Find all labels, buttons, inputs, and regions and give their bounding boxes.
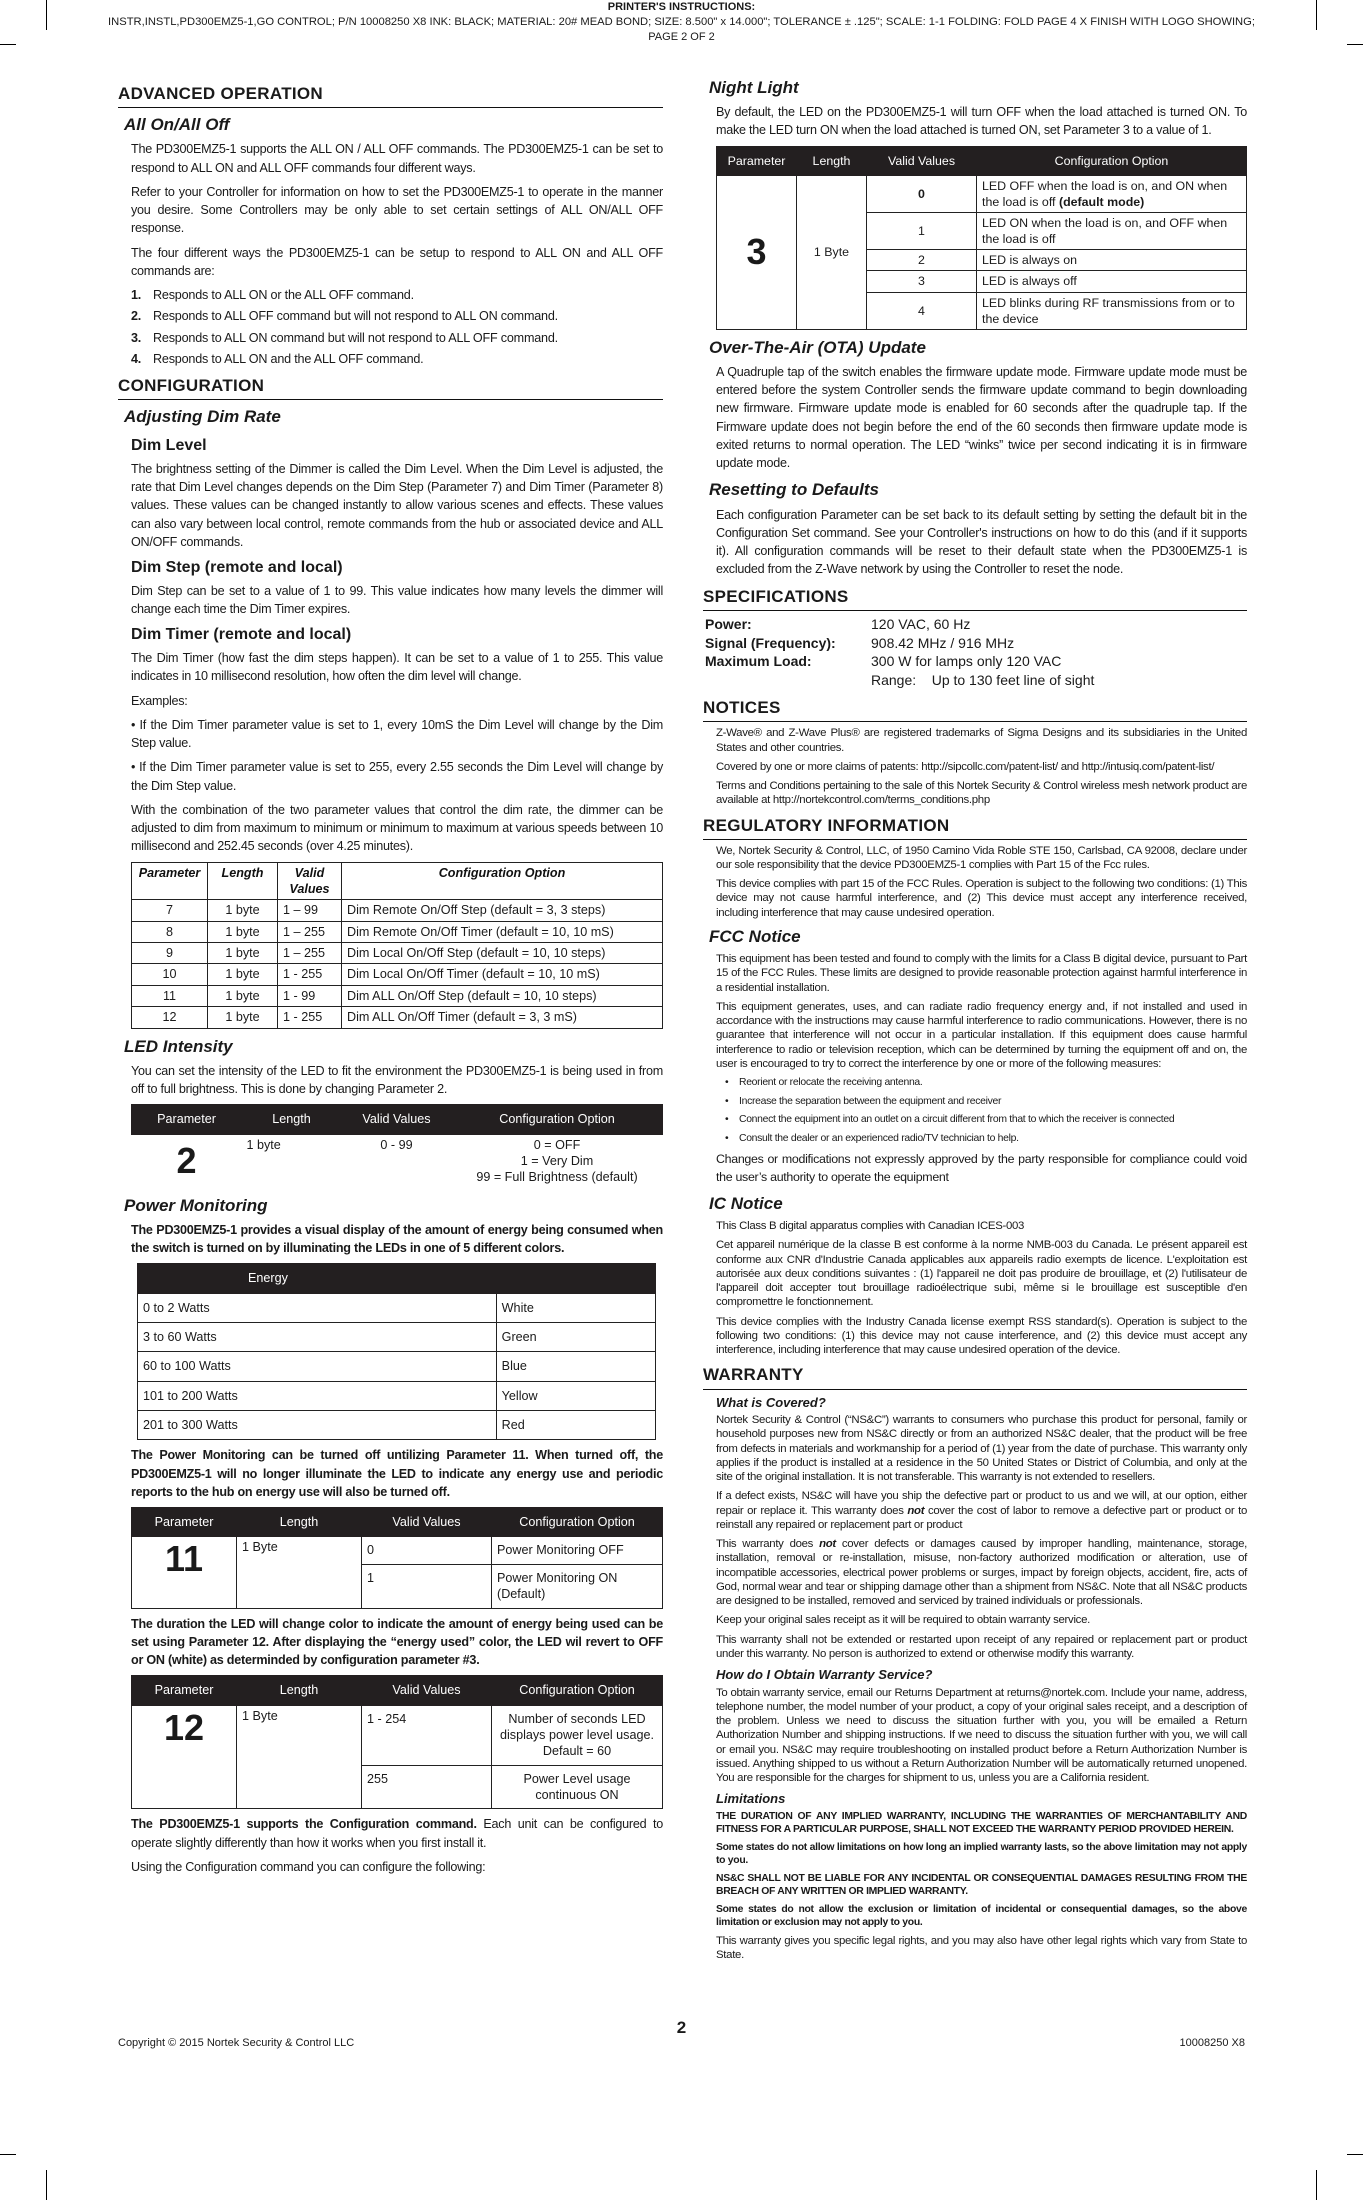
table-header: Length <box>237 1676 362 1705</box>
subsection-heading: FCC Notice <box>709 926 801 946</box>
table-cell: Red <box>496 1411 655 1440</box>
subsection-heading: Resetting to Defaults <box>709 480 880 500</box>
paragraph: This device complies with the Industry Canada license exempt RSS standard(s). Operation is subject to the following two conditions: (1) this device may not cause interference, and (2) this device must accept any interference, including interference that may cause undesired operation of the device. <box>716 1315 1247 1357</box>
list-number: 2. <box>131 309 142 324</box>
paragraph: This equipment has been tested and found to comply with the limits for a Class B digital device, pursuant to Part 15 of the FCC Rules. These limits are designed to provide reasonable protection against harmful interference in a residential installation. <box>716 953 1247 994</box>
table-row <box>132 1007 663 1028</box>
list-item <box>131 329 663 347</box>
subsection-heading: Power Monitoring <box>124 1195 268 1215</box>
printer-page: PAGE 2 OF 2 <box>648 31 715 43</box>
table-header: Configuration Option <box>342 862 663 900</box>
table-cell: LED ON when the load is on, and OFF when the load is off <box>977 213 1247 250</box>
table-cell: 1 – 99 <box>278 900 342 921</box>
table-cell: 3 to 60 Watts <box>138 1322 497 1351</box>
spec-row <box>705 652 1247 671</box>
table-cell: 10 <box>132 964 208 985</box>
paragraph: This equipment generates, uses, and can radiate radio frequency energy and, if not installed and used in accordance with the instructions may cause harmful interference to radio communications. However, there is no guarantee that interference will not occur in a particular installation. If this equipment does cause harmful interference to radio or television reception, which can be determined by turning the equipment off and on, the user is encouraged to try to correct the interference by one or more of the following measures: <box>716 1000 1247 1070</box>
paragraph: The brightness setting of the Dimmer is called the Dim Level. When the Dim Level is adjusted, the rate that Dim Level changes depends on the Dim Step (Parameter 7) and Dim Timer (Parameter 8) values. These values can be changed instantly to allow various scenes and effects. These values can also vary between local control, remote commands from the hub or associated device and ALL ON/OFF commands. <box>131 461 663 549</box>
table-header: Valid Values <box>362 1508 492 1537</box>
subsection-heading: LED Intensity <box>124 1036 233 1056</box>
paragraph-text: This warranty does <box>716 1538 820 1551</box>
table-cell: 8 <box>132 921 208 942</box>
option-line: 0 = OFF <box>533 1137 581 1152</box>
paragraph: Terms and Conditions pertaining to the sale of this Nortek Security & Control wireless mesh network product are available at http://nortekcontrol.com/terms_conditions.php <box>716 780 1247 807</box>
table-header-row <box>132 1508 663 1537</box>
bold-lead: The PD300EMZ5-1 supports the Configuration command. <box>131 1817 477 1832</box>
section-heading: ADVANCED OPERATION <box>118 82 663 108</box>
paragraph: Covered by one or more claims of patents: http://sipcollc.com/patent-list/ and http://intusiq.com/patent-list/ <box>716 760 1215 773</box>
list-text: Responds to ALL ON command but will not respond to ALL OFF command. <box>153 330 558 345</box>
page-number: 2 <box>676 2018 687 2037</box>
dim-parameter-table <box>131 862 663 1029</box>
paragraph: Nortek Security & Control (“NS&C”) warrants to consumers who purchase this product for personal, family or household purposes new from NS&C directly or from an authorized NS&C dealer, that the product will be free from defects in materials and workmanship for a period of (1) year from the date of purchase. This warranty only applies if the product is installed at a residence in the 50 United States or District of Columbia, and only at the site of the original installation. It is not transferable. This warranty is not extended to resellers. <box>716 1414 1247 1484</box>
document-code: 10008250 X8 <box>1179 2037 1245 2049</box>
paragraph-text: If a defect exists, NS&C will have you ship the defective part or product to us and we will, at our option, either repair or replace it. This warranty does <box>716 1490 1247 1517</box>
table-cell: 1 byte <box>208 964 278 985</box>
table-header: Valid Values <box>342 1105 452 1134</box>
paragraph-text: Each unit can be configured to operate slightly differently than how it works when you first install it. <box>131 1817 663 1850</box>
printer-line: INSTR,INSTL,PD300EMZ5-1,GO CONTROL; P/N 10008250 X8 INK: BLACK; MATERIAL: 20# MEAD BOND; SIZE: 8.500" x 14.000"; TOLERANCE ± .125"; SCALE: 1-1 FOLDING: FOLD PAGE 4 X FINISH WITH LOGO SHOWING; <box>108 16 1255 28</box>
table-cell: 12 <box>132 1007 208 1028</box>
paragraph: You can set the intensity of the LED to fit the environment the PD300EMZ5-1 is being used in from off to full brightness. This is done by changing Parameter 2. <box>131 1063 663 1096</box>
paragraph: Keep your original sales receipt as it will be required to obtain warranty service. <box>716 1614 1090 1627</box>
paragraph: Using the Configuration command you can configure the following: <box>131 1859 486 1874</box>
subsection-heading: All On/All Off <box>124 115 230 135</box>
paragraph: NS&C SHALL NOT BE LIABLE FOR ANY INCIDENTAL OR CONSEQUENTIAL DAMAGES RESULTING FROM THE BREACH OF ANY WRITTEN OR IMPLIED WARRANTY. <box>716 1872 1247 1897</box>
parameter-number: 3 <box>717 175 797 329</box>
parameter-number: 11 <box>132 1537 237 1608</box>
table-cell: 1 – 255 <box>278 943 342 964</box>
table-cell: 0 <box>362 1537 492 1564</box>
table-header: Configuration Option <box>977 146 1247 175</box>
paragraph: Some states do not allow limitations on how long an implied warranty lasts, so the above limitation may not apply to you. <box>716 1841 1247 1866</box>
table-cell: 101 to 200 Watts <box>138 1381 497 1410</box>
spec-key: Power: <box>705 615 752 632</box>
table-cell <box>452 1134 663 1188</box>
list-item <box>131 307 663 325</box>
table-cell: 1 - 255 <box>278 964 342 985</box>
list-item: • Connect the equipment into an outlet on a circuit different from that to which the receiver is connected <box>725 1113 1247 1127</box>
section-heading: NOTICES <box>703 696 1247 722</box>
crop-mark <box>0 2154 16 2155</box>
table-cell: Number of seconds LED displays power level usage. Default = 60 <box>492 1705 663 1765</box>
table-cell: LED is always on <box>977 250 1247 271</box>
paragraph <box>131 1815 663 1852</box>
section-heading: SPECIFICATIONS <box>703 585 1247 611</box>
list-item: • Consult the dealer or an experienced radio/TV technician to help. <box>725 1132 1247 1146</box>
paragraph: The duration the LED will change color to indicate the amount of energy being used can be set using Parameter 12. After displaying the “energy used” color, the LED wil revert to OFF or ON (white) as determinded by configuration parameter #3. <box>131 1616 663 1668</box>
table-row <box>132 943 663 964</box>
left-column <box>118 76 663 1882</box>
minor-heading: Dim Level <box>131 437 207 455</box>
table-cell: 3 <box>867 271 977 292</box>
table-cell: 1 - 99 <box>278 985 342 1006</box>
table-header-row <box>138 1264 656 1293</box>
option-line: 99 = Full Brightness (default) <box>476 1170 638 1185</box>
table-cell: 7 <box>132 900 208 921</box>
night-light-table <box>716 146 1247 330</box>
table-cell: 1 byte <box>208 985 278 1006</box>
parameter-12-table <box>131 1675 663 1809</box>
paragraph: • If the Dim Timer parameter value is set to 1, every 10mS the Dim Level will change by the Dim Step value. <box>131 717 663 751</box>
table-row <box>132 1537 663 1564</box>
table-cell: 1 byte <box>208 943 278 964</box>
paragraph: Examples: <box>131 693 188 708</box>
table-cell: 1 Byte <box>237 1705 362 1809</box>
minor-heading: What is Covered? <box>716 1394 826 1410</box>
paragraph: Each configuration Parameter can be set back to its default setting by setting the default bit in the Configuration Set command. See your Controller's instructions on how to do this (and if it supports it). All configuration commands will be reset to their default state when the PD300EMZ5-1 is excluded from the Z-Wave network by using the Controller to reset the node. <box>716 507 1247 577</box>
paragraph: • If the Dim Timer parameter value is set to 255, every 2.55 seconds the Dim Level will change by the Dim Step value. <box>131 760 663 793</box>
table-row <box>132 964 663 985</box>
parameter-number: 12 <box>132 1705 237 1809</box>
paragraph: The Power Monitoring can be turned off untilizing Parameter 11. When turned off, the PD300EMZ5-1 will no longer illuminate the LED to indicate any energy use and periodic reports to the hub on energy use will also be turned off. <box>131 1448 663 1499</box>
table-cell: 255 <box>362 1765 492 1809</box>
table-cell: 9 <box>132 943 208 964</box>
fcc-measures-list <box>725 1076 1247 1145</box>
list-text: Responds to ALL ON or the ALL OFF command. <box>153 288 414 302</box>
table-cell: Yellow <box>496 1381 655 1410</box>
table-cell: Power Level usage continuous ON <box>492 1765 663 1809</box>
table-cell: 0 to 2 Watts <box>138 1293 497 1322</box>
table-row <box>132 900 663 921</box>
table-header-row <box>132 862 663 900</box>
table-header: Length <box>242 1105 342 1134</box>
crop-mark <box>46 2170 47 2200</box>
paragraph: This warranty shall not be extended or restarted upon receipt of any repaired or replacement part or product under this warranty. No person is authorized to extend or otherwise modify this warranty. <box>716 1633 1247 1660</box>
paragraph: We, Nortek Security & Control, LLC, of 1950 Camino Vida Roble STE 150, Carlsbad, CA 92008, declare under our sole responsibility that the device PD300EMZ5-1 complies with Part 15 of the Fcc rules. <box>716 844 1247 871</box>
paragraph-text: cover the cost of labor to remove a defective part or product or to reinstall any repaired or replacement part or product <box>716 1504 1247 1531</box>
paragraph: This warranty gives you specific legal rights, and you may also have other legal rights which vary from State to State. <box>716 1934 1247 1961</box>
parameter-number: 2 <box>176 1140 197 1182</box>
minor-heading: Limitations <box>716 1791 786 1807</box>
paragraph: Z-Wave® and Z-Wave Plus® are registered trademarks of Sigma Designs and its subsidiaries in the United States and other countries. <box>716 727 1247 754</box>
table-header-row <box>717 146 1247 175</box>
paragraph: To obtain warranty service, email our Returns Department at returns@nortek.com. Include your name, address, telephone number, the model number of your product, a copy of your original sales receipt, and a description of the problem. Unless we need to discuss the situation further with you, you will be emailed a Return Authorization Number and shipping instructions. If we need to discuss the situation further with you, we will call or email you. NS&C may require troubleshooting on installed product before a Return Authorization Number is issued. Anything shipped to us without a Return Authorization Number will be automatically returned unopened. You are responsible for the charges for shipment to us, unless you are a California resident. <box>716 1686 1247 1784</box>
table-header: Length <box>237 1508 362 1537</box>
right-column <box>703 76 1247 1967</box>
spec-row <box>705 671 1247 690</box>
option-text: LED OFF when the load is on, and ON when the load is off <box>982 178 1228 209</box>
paragraph: The PD300EMZ5-1 supports the ALL ON / ALL OFF commands. The PD300EMZ5-1 can be set to respond to ALL ON and ALL OFF commands four different ways. <box>131 142 663 175</box>
table-row <box>132 985 663 1006</box>
table-cell: 1 Byte <box>797 175 867 329</box>
table-header: Valid Values <box>362 1676 492 1705</box>
paragraph: THE DURATION OF ANY IMPLIED WARRANTY, INCLUDING THE WARRANTIES OF MERCHANTABILITY AND FITNESS FOR A PARTICULAR PURPOSE, SHALL NOT EXCEED THE WARRANTY PERIOD PROVIDED HEREIN. <box>716 1810 1247 1835</box>
table-cell: 1 - 254 <box>362 1705 492 1765</box>
table-row <box>132 1705 663 1765</box>
list-item: • Reorient or relocate the receiving antenna. <box>725 1076 1247 1090</box>
paragraph: The Dim Timer (how fast the dim steps happen). It can be set to a value of 1 to 255. This value indicates in 10 millisecond resolution, how often the dim level will change. <box>131 651 663 684</box>
spec-key: Maximum Load: <box>705 653 812 670</box>
table-header: Configuration Option <box>492 1508 663 1537</box>
table-header: Parameter <box>717 146 797 175</box>
section-heading: CONFIGURATION <box>118 374 663 400</box>
spec-key <box>705 671 871 690</box>
list-number: 1. <box>131 288 142 302</box>
minor-heading: How do I Obtain Warranty Service? <box>716 1667 933 1683</box>
paragraph: This Class B digital apparatus complies with Canadian ICES-003 <box>716 1220 1025 1233</box>
list-item <box>131 286 663 304</box>
table-cell: Dim Local On/Off Step (default = 10, 10 steps) <box>342 943 663 964</box>
paragraph: Refer to your Controller for information on how to set the PD300EMZ5-1 to operate in the manner you desire. Some Controllers may be only able to set certain settings of ALL ON/ALL OFF response. <box>131 184 663 236</box>
notices-block <box>703 696 1247 1962</box>
table-row <box>138 1293 656 1322</box>
table-row <box>138 1322 656 1351</box>
table-header-row <box>132 1676 663 1705</box>
table-row <box>138 1352 656 1381</box>
specifications <box>705 615 1247 691</box>
table-cell: 0 - 99 <box>380 1137 413 1152</box>
list-number: 3. <box>131 330 142 345</box>
table-header: Configuration Option <box>452 1105 663 1134</box>
table-cell: 60 to 100 Watts <box>138 1352 497 1381</box>
table-cell: Dim Remote On/Off Step (default = 3, 3 steps) <box>342 900 663 921</box>
table-cell: 1 <box>867 213 977 250</box>
table-cell: 1 byte <box>208 921 278 942</box>
option-default: (default mode) <box>1058 194 1145 209</box>
table-row <box>132 1134 663 1188</box>
table-cell: 1 – 255 <box>278 921 342 942</box>
paragraph: Cet appareil numérique de la classe B est conforme à la norme NMB-003 du Canada. Le présent appareil est conforme aux CNR d'Industrie Canada applicables aux appareils radio exempts de licence. L'exploitation est autorisée aux deux conditions suivantes : (1) l'appareil ne doit pas produire de brouillage, et (2) l'utilisateur de l'appareil doit accepter tout brouillage radioélectrique subi, même si le brouillage est susceptible d'en compromettre le fonctionnement. <box>716 1239 1247 1309</box>
spec-row <box>705 615 1247 634</box>
copyright: Copyright © 2015 Nortek Security & Control LLC <box>118 2037 355 2049</box>
table-cell: LED is always off <box>977 271 1247 292</box>
section-heading: REGULATORY INFORMATION <box>703 814 1247 840</box>
table-header: Parameter <box>132 1508 237 1537</box>
paragraph: This device complies with part 15 of the FCC Rules. Operation is subject to the following two conditions: (1) This device may not cause harmful interference, and (2) This device must accept any interference received, including interference that may cause undesired operation. <box>716 878 1247 919</box>
table-row <box>132 921 663 942</box>
table-cell: 0 <box>867 175 977 212</box>
spec-value: 300 W for lamps only 120 VAC <box>871 653 1062 670</box>
crop-mark <box>1316 2170 1317 2200</box>
minor-heading: Dim Step (remote and local) <box>131 559 343 577</box>
printer-instructions <box>0 0 1363 45</box>
table-cell: White <box>496 1293 655 1322</box>
table-cell: LED blinks during RF transmissions from or to the device <box>977 292 1247 329</box>
spec-value: Range: Up to 130 feet line of sight <box>871 672 1095 689</box>
table-cell: 4 <box>867 292 977 329</box>
subsection-heading: Adjusting Dim Rate <box>124 407 281 427</box>
spec-key: Signal (Frequency): <box>705 634 836 651</box>
subsection-heading: IC Notice <box>709 1194 783 1214</box>
paragraph: By default, the LED on the PD300EMZ5-1 will turn OFF when the load attached is turned ON. To make the LED turn ON when the load attached is turned ON, set Parameter 3 to a value of 1. <box>716 105 1247 138</box>
table-cell: 11 <box>132 985 208 1006</box>
table-cell: Power Monitoring OFF <box>492 1537 663 1564</box>
subsection-heading: Night Light <box>709 78 799 97</box>
energy-color-table <box>137 1263 656 1440</box>
spec-value: 908.42 MHz / 916 MHz <box>871 634 1015 651</box>
table-cell: 1 Byte <box>237 1537 362 1608</box>
table-header-row <box>132 1105 663 1134</box>
all-on-off-steps <box>131 286 663 368</box>
emphasis: not <box>819 1538 836 1551</box>
list-text: Responds to ALL OFF command but will not respond to ALL ON command. <box>153 309 558 324</box>
table-cell: Power Monitoring ON (Default) <box>492 1564 663 1608</box>
table-header: Parameter <box>132 862 208 900</box>
spec-row <box>705 634 1247 653</box>
paragraph: Some states do not allow the exclusion or limitation of incidental or consequential damages, so the above limitation or exclusion may not apply to you. <box>716 1903 1247 1928</box>
table-cell: Dim ALL On/Off Step (default = 10, 10 steps) <box>342 985 663 1006</box>
table-cell: 1 byte <box>208 1007 278 1028</box>
table-cell <box>977 175 1247 212</box>
table-cell: Blue <box>496 1352 655 1381</box>
paragraph: Dim Step can be set to a value of 1 to 99. This value indicates how many levels the dimmer will change each time the Dim Timer expires. <box>131 583 663 617</box>
minor-heading: Dim Timer (remote and local) <box>131 626 352 644</box>
paragraph <box>716 1537 1247 1608</box>
table-cell: 2 <box>867 250 977 271</box>
paragraph: A Quadruple tap of the switch enables the firmware update mode. Firmware update mode must be entered before the system Controller sends the firmware update command to begin downloading new firmware. Firmware update mode is enabled for 60 seconds after the quadruple tap. If the Firmware update does not begin before the end of the 60 seconds then firmware update mode is exited returns to normal operation. The LED “winks” twice per second indicating it is in firmware update mode. <box>716 364 1247 471</box>
section-heading: WARRANTY <box>703 1363 1247 1389</box>
option-line: 1 = Very Dim <box>520 1153 594 1168</box>
list-text: Responds to ALL ON and the ALL OFF command. <box>153 351 424 366</box>
paragraph: The PD300EMZ5-1 provides a visual display of the amount of energy being consumed when the switch is turned on by illuminating the LEDs in one of 5 different colors. <box>131 1222 663 1255</box>
led-intensity-table <box>131 1104 663 1187</box>
table-header: Valid Values <box>867 146 977 175</box>
paragraph-text: cover defects or damages caused by improper handling, maintenance, storage, installation, removal or re-installation, misuse, non-factory authorized modification or alteration, use of incompatible accessories, electrical power problems or surges, impact by foreign objects, accident, fire, acts of God, normal wear and tear or shipping damage other than a shipment from NS&C. Note that all NS&C products are designed to be installed, removed and serviced by trained individuals or professionals. <box>716 1538 1247 1608</box>
paragraph: The four different ways the PD300EMZ5-1 can be setup to respond to ALL ON and ALL OFF commands are: <box>131 245 663 278</box>
subsection-heading: Over-The-Air (OTA) Update <box>709 337 926 357</box>
table-cell: Green <box>496 1322 655 1351</box>
spec-value: 120 VAC, 60 Hz <box>871 615 971 632</box>
table-cell: 1 - 255 <box>278 1007 342 1028</box>
list-item: • Increase the separation between the equipment and receiver <box>725 1095 1247 1109</box>
paragraph: Changes or modifications not expressly approved by the party responsible for compliance could void the user’s authority to operate the equipment <box>716 1152 1247 1185</box>
table-header: Parameter <box>132 1676 237 1705</box>
table-cell: Dim ALL On/Off Timer (default = 3, 3 mS) <box>342 1007 663 1028</box>
table-header: Length <box>797 146 867 175</box>
table-header: Valid Values <box>278 862 342 900</box>
table-cell: Dim Local On/Off Timer (default = 10, 10 mS) <box>342 964 663 985</box>
table-row <box>138 1411 656 1440</box>
table-cell: Dim Remote On/Off Timer (default = 10, 10 mS) <box>342 921 663 942</box>
table-header: Parameter <box>132 1105 242 1134</box>
paragraph: With the combination of the two parameter values that control the dim rate, the dimmer can be adjusted to dim from maximum to minimum or minimum to maximum at various speeds between 10 millisecond and 252.45 seconds (over 4.25 minutes). <box>131 802 663 854</box>
printer-title: PRINTER'S INSTRUCTIONS: <box>607 1 756 13</box>
list-item <box>131 350 663 368</box>
table-header: Energy <box>138 1264 656 1293</box>
table-row <box>717 175 1247 212</box>
table-row <box>138 1381 656 1410</box>
emphasis: not <box>907 1504 925 1517</box>
table-cell: 201 to 300 Watts <box>138 1411 497 1440</box>
table-cell: 1 <box>362 1564 492 1608</box>
table-cell: 1 byte <box>246 1137 281 1152</box>
table-header: Configuration Option <box>492 1676 663 1705</box>
table-header: Length <box>208 862 278 900</box>
paragraph <box>716 1489 1247 1532</box>
table-cell: 1 byte <box>208 900 278 921</box>
crop-mark <box>1347 2154 1363 2155</box>
parameter-11-table <box>131 1507 663 1608</box>
list-number: 4. <box>131 351 142 366</box>
